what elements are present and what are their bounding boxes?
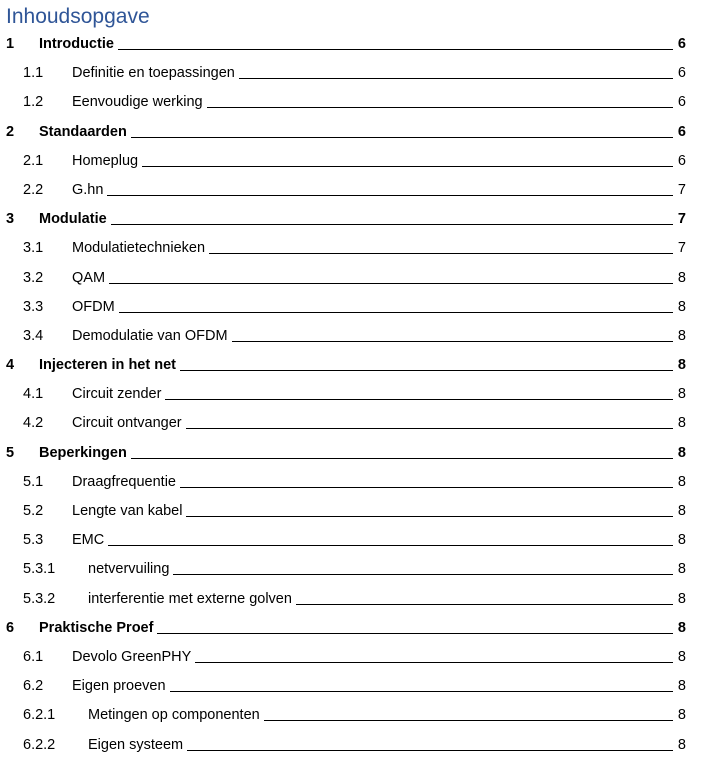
toc-list (0, 29, 701, 759)
toc-entry-text[interactable]: Modulatie (39, 210, 111, 228)
toc-entry-number: 6.2.1 (23, 707, 56, 724)
toc-entry-number: 2.1 (23, 152, 44, 169)
toc-page-number: 8 (677, 415, 686, 432)
toc-entry-number: 6.2.2 (23, 736, 56, 753)
toc-page-number: 8 (677, 473, 686, 490)
toc-page-number: 6 (677, 36, 686, 52)
toc-entry-4-2[interactable] (0, 408, 701, 437)
toc-page-number: 6 (677, 94, 686, 111)
toc-page-number: 8 (677, 532, 686, 549)
toc-entry-text[interactable]: Circuit ontvanger (72, 414, 186, 432)
toc-page-number: 8 (677, 444, 686, 461)
toc-entry-4-1[interactable] (0, 379, 701, 408)
toc-entry-5-3[interactable] (0, 525, 701, 554)
toc-entry-text[interactable]: G.hn (72, 181, 107, 199)
toc-entry-6-2-1[interactable] (0, 700, 701, 729)
toc-entry-text[interactable]: OFDM (72, 298, 119, 316)
toc-entry-number: 2 (6, 123, 15, 140)
toc-page-number: 8 (677, 386, 686, 403)
toc-entry-text[interactable]: Circuit zender (72, 385, 165, 403)
toc-entry-number: 6.1 (23, 648, 44, 665)
toc-page-number: 8 (677, 736, 686, 753)
toc-leader-line (39, 137, 673, 138)
toc-entry-number: 5.3.1 (23, 561, 56, 578)
toc-entry-number: 5 (6, 444, 15, 461)
toc-entry-1-1[interactable] (0, 58, 701, 87)
toc-entry-text[interactable]: Metingen op componenten (88, 706, 264, 724)
toc-entry-number: 1.1 (23, 65, 44, 82)
toc-page-number: 6 (677, 123, 686, 140)
toc-entry-5-3-1[interactable] (0, 554, 701, 583)
toc-entry-5[interactable] (0, 438, 701, 467)
toc-entry-text[interactable]: Demodulatie van OFDM (72, 327, 232, 345)
toc-entry-text[interactable]: EMC (72, 531, 108, 549)
toc-entry-text[interactable]: Definitie en toepassingen (72, 64, 239, 82)
toc-entry-3[interactable] (0, 204, 701, 233)
toc-page-number: 8 (677, 648, 686, 665)
toc-leader-line (88, 574, 673, 575)
toc-entry-text[interactable]: Homeplug (72, 152, 142, 170)
toc-entry-2-2[interactable] (0, 175, 701, 204)
toc-entry-6-1[interactable] (0, 642, 701, 671)
toc-entry-number: 3.1 (23, 240, 44, 257)
toc-page-number: 7 (677, 181, 686, 198)
toc-leader-line (72, 195, 673, 196)
toc-entry-1[interactable] (0, 29, 701, 58)
toc-entry-text[interactable]: Eigen proeven (72, 677, 170, 695)
toc-page-number: 8 (677, 327, 686, 344)
toc-entry-number: 6.2 (23, 678, 44, 695)
toc-entry-text[interactable]: Praktische Proef (39, 619, 157, 637)
toc-entry-6-2[interactable] (0, 671, 701, 700)
toc-page-number: 8 (677, 503, 686, 519)
toc-entry-1-2[interactable] (0, 87, 701, 116)
toc-page-number: 8 (677, 590, 686, 607)
toc-entry-2-1[interactable] (0, 146, 701, 175)
toc-entry-number: 4.2 (23, 415, 44, 432)
toc-page-number: 8 (677, 357, 686, 374)
toc-page-number: 8 (677, 619, 686, 636)
toc-entry-2[interactable] (0, 117, 701, 146)
toc-leader-line (72, 312, 673, 313)
toc-entry-number: 6 (6, 619, 15, 636)
toc-leader-line (72, 166, 673, 167)
toc-entry-text[interactable]: interferentie met externe golven (88, 590, 296, 608)
toc-entry-text[interactable]: Lengte van kabel (72, 502, 186, 520)
toc-entry-text[interactable]: Standaarden (39, 123, 131, 141)
toc-entry-text[interactable]: Beperkingen (39, 444, 131, 462)
toc-entry-number: 5.3 (23, 532, 44, 549)
toc-entry-number: 3 (6, 211, 15, 228)
toc-page-number: 8 (677, 298, 686, 315)
toc-leader-line (39, 224, 673, 225)
toc-entry-number: 4.1 (23, 386, 44, 403)
toc-entry-number: 5.2 (23, 503, 44, 519)
toc-entry-number: 1 (6, 36, 15, 52)
toc-entry-text[interactable]: Introductie (39, 35, 118, 53)
toc-entry-number: 5.3.2 (23, 590, 56, 607)
toc-entry-text[interactable]: QAM (72, 269, 109, 287)
toc-entry-3-3[interactable] (0, 292, 701, 321)
toc-entry-text[interactable]: Eigen systeem (88, 736, 187, 754)
toc-entry-3-2[interactable] (0, 263, 701, 292)
toc-entry-number: 3.4 (23, 327, 44, 344)
toc-entry-6[interactable] (0, 613, 701, 642)
toc-leader-line (39, 49, 673, 50)
toc-entry-6-2-2[interactable] (0, 730, 701, 759)
toc-page-number: 8 (677, 561, 686, 578)
toc-entry-5-2[interactable] (0, 496, 701, 525)
toc-entry-text[interactable]: Eenvoudige werking (72, 93, 207, 111)
toc-entry-5-1[interactable] (0, 467, 701, 496)
toc-page-number: 8 (677, 269, 686, 286)
toc-entry-text[interactable]: Modulatietechnieken (72, 239, 209, 257)
toc-leader-line (72, 283, 673, 284)
toc-entry-3-1[interactable] (0, 233, 701, 262)
toc-entry-text[interactable]: Devolo GreenPHY (72, 648, 195, 666)
toc-leader-line (72, 545, 673, 546)
toc-page-number: 6 (677, 152, 686, 169)
toc-entry-5-3-2[interactable] (0, 584, 701, 613)
toc-entry-number: 1.2 (23, 94, 44, 111)
toc-title: Inhoudsopgave (6, 5, 150, 28)
toc-entry-text[interactable]: netvervuiling (88, 560, 173, 578)
toc-entry-number: 4 (6, 357, 15, 374)
toc-entry-text[interactable]: Draagfrequentie (72, 473, 180, 491)
toc-page-number: 7 (677, 240, 686, 257)
toc-page-number: 8 (677, 707, 686, 724)
toc-entry-number: 3.3 (23, 298, 44, 315)
toc-page-number: 6 (677, 65, 686, 82)
toc-entry-3-4[interactable] (0, 321, 701, 350)
toc-page-number: 8 (677, 678, 686, 695)
toc-entry-4[interactable] (0, 350, 701, 379)
toc-leader-line (39, 458, 673, 459)
toc-entry-number: 5.1 (23, 473, 44, 490)
toc-page-number: 7 (677, 211, 686, 228)
toc-entry-text[interactable]: Injecteren in het net (39, 356, 180, 374)
toc-entry-number: 3.2 (23, 269, 44, 286)
toc-entry-number: 2.2 (23, 181, 44, 198)
